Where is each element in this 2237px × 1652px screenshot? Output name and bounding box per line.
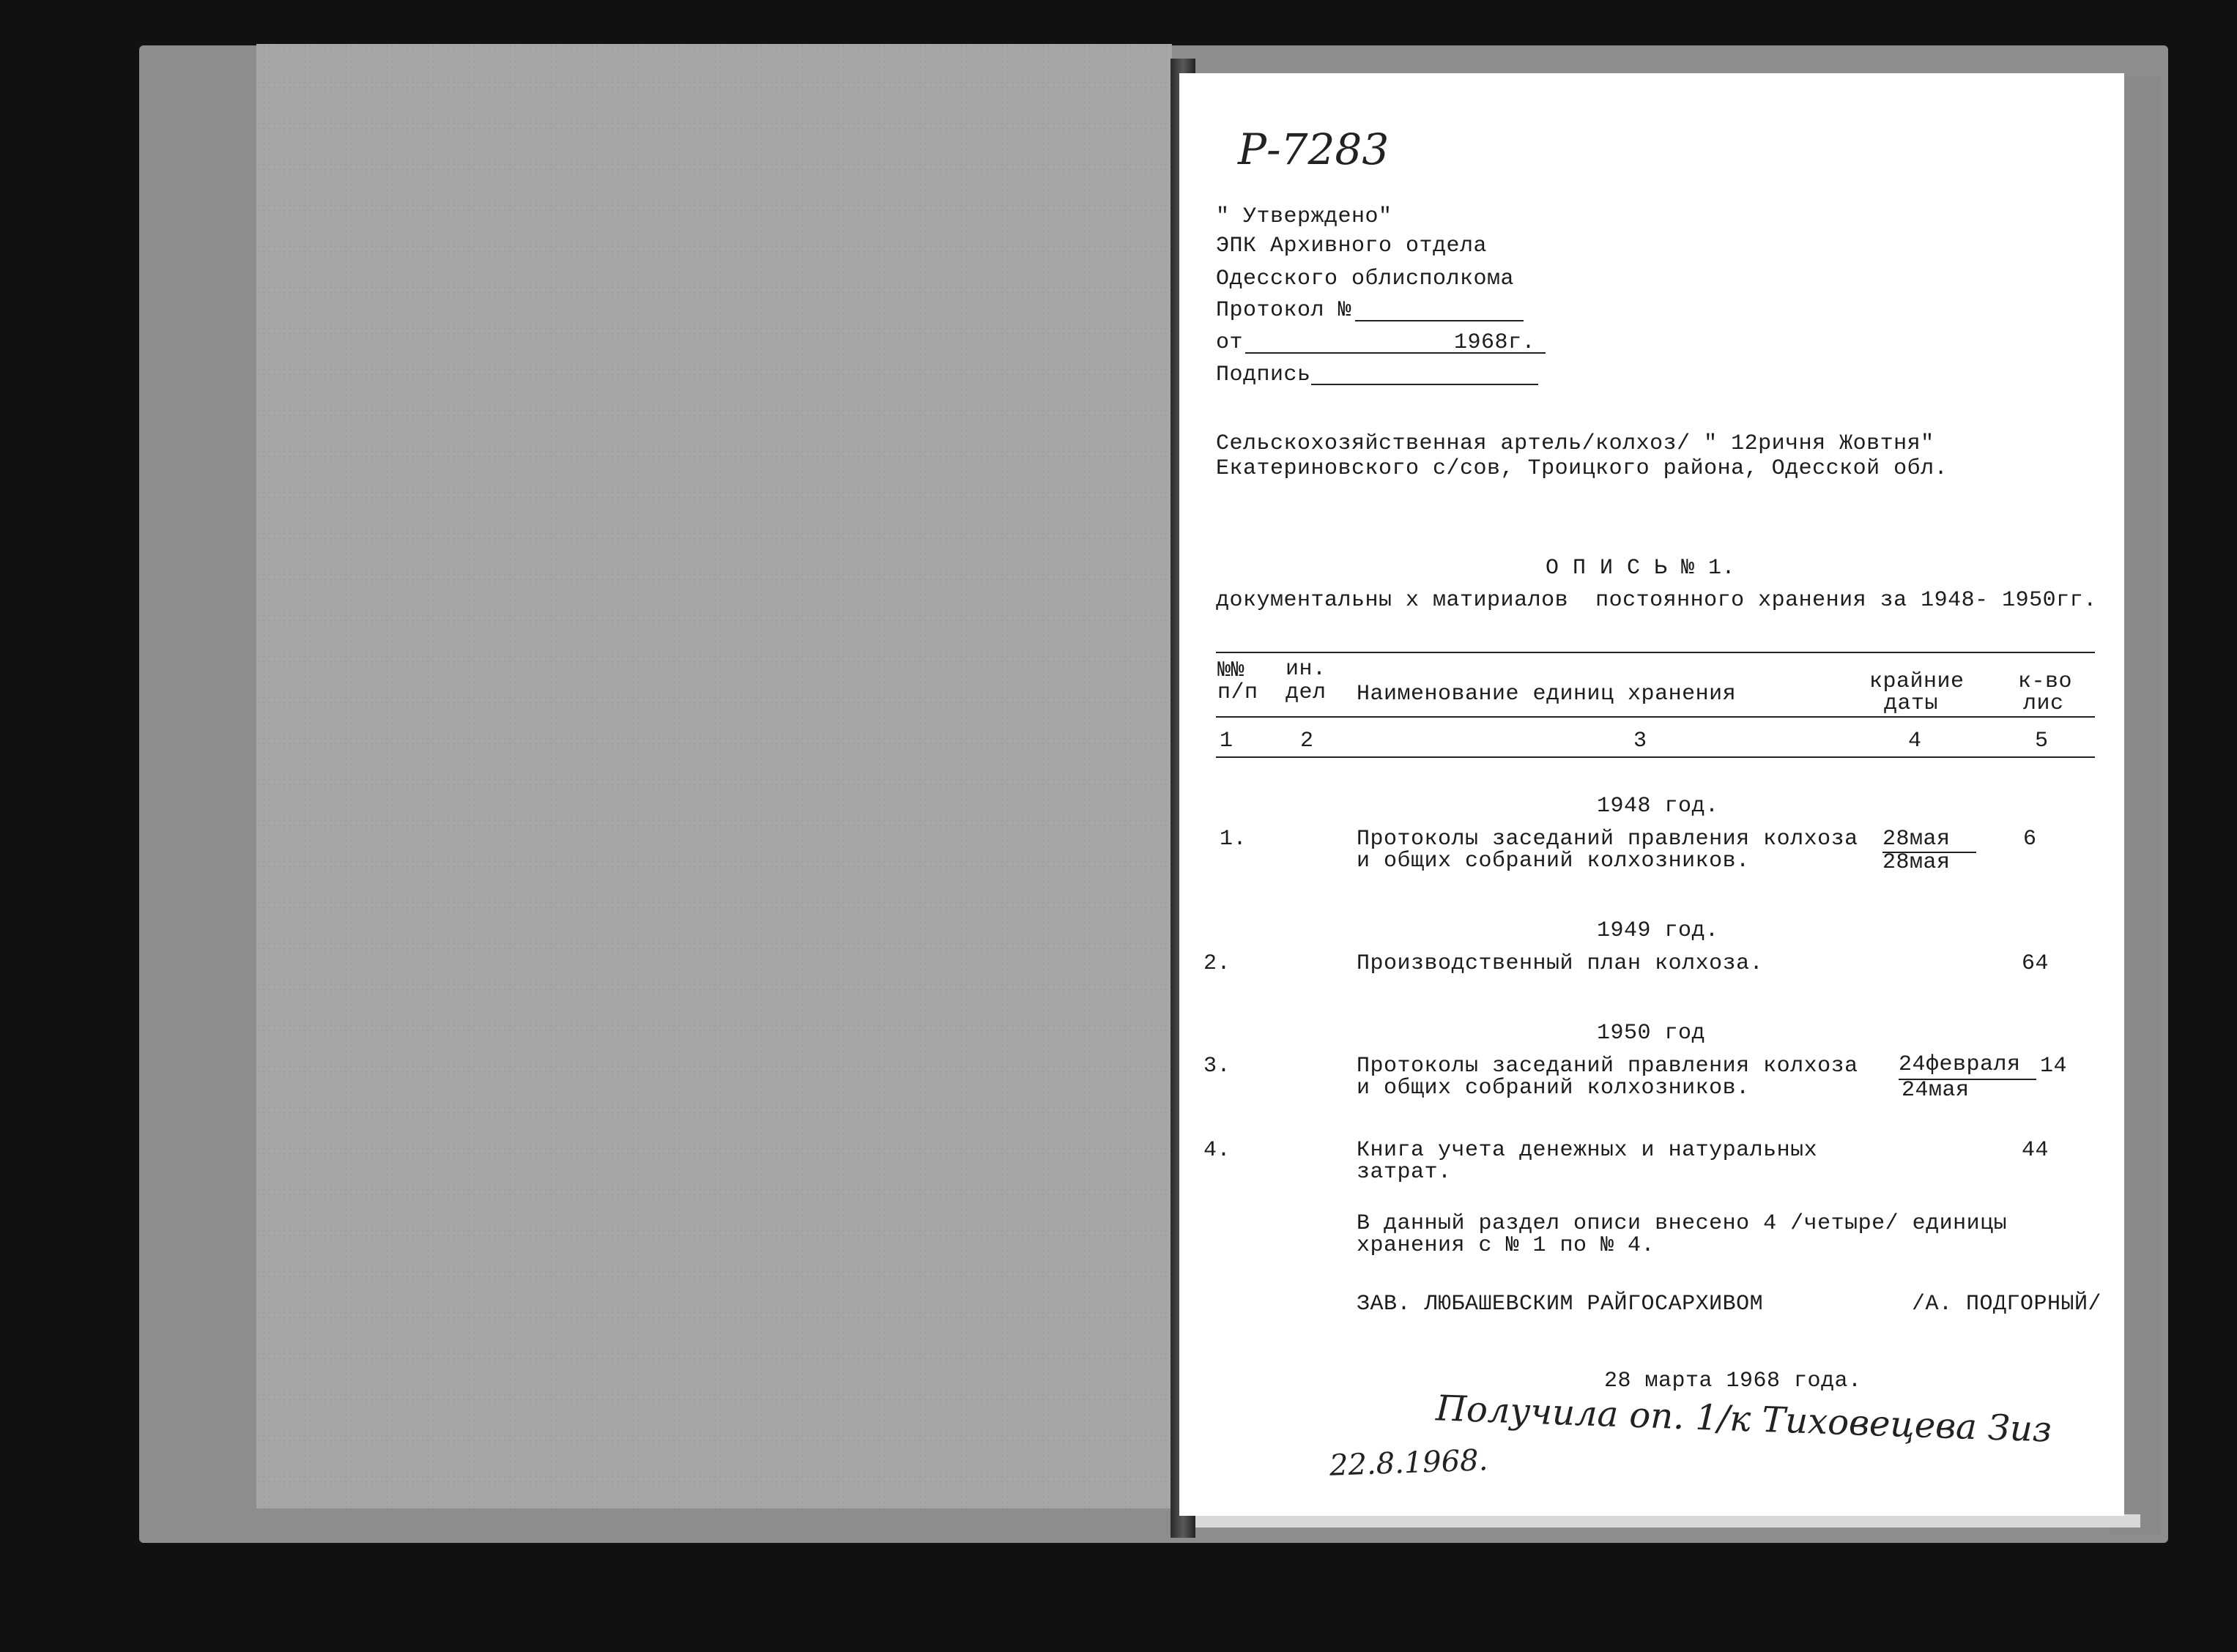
- signature-blank: [1311, 384, 1538, 385]
- row-1-number: 1.: [1220, 827, 1247, 852]
- header-col5-line1: к-во: [2018, 669, 2073, 694]
- row-3-number: 3.: [1203, 1054, 1231, 1079]
- protocol-blank: [1355, 320, 1524, 321]
- approval-title: " Утверждено": [1216, 204, 1392, 229]
- row-4-title-line1: Книга учета денежных и натуральных: [1357, 1138, 1818, 1163]
- row-2-sheet-count: 64: [2022, 951, 2049, 976]
- date-blank: [1245, 352, 1546, 354]
- column-numbers-rule: [1216, 756, 2095, 758]
- column-number-4: 4: [1908, 729, 1922, 754]
- row-1-date-end: 28мая: [1882, 850, 1951, 875]
- header-col4-line2: даты: [1884, 691, 1939, 716]
- date-year: 1968г.: [1454, 330, 1536, 355]
- row-4-title-line2: затрат.: [1357, 1160, 1452, 1185]
- organization-line1: Сельскохозяйственная артель/колхоз/ " 12ричня Жовтня": [1216, 431, 1934, 456]
- approval-line2: Одесского облисполкома: [1216, 267, 1515, 291]
- inventory-title: О П И С Ь № 1.: [1546, 556, 1736, 581]
- organization-line2: Екатериновского с/сов, Троицкого района, Одесской обл.: [1216, 456, 1948, 481]
- archive-code: Р-7283: [1238, 124, 1390, 174]
- year-heading-1950: 1950 год: [1597, 1021, 1706, 1046]
- left-blank-page: [256, 44, 1172, 1508]
- protocol-label: Протокол №: [1216, 298, 1352, 323]
- signature-position: ЗАВ. ЛЮБАШЕВСКИМ РАЙГОСАРХИВОМ: [1357, 1292, 1764, 1317]
- row-1-title-line1: Протоколы заседаний правления колхоза: [1357, 827, 1858, 852]
- row-1-sheet-count: 6: [2023, 827, 2037, 852]
- handwritten-date: 22.8.1968.: [1329, 1443, 1489, 1483]
- summary-line2: хранения с № 1 по № 4.: [1357, 1233, 1655, 1258]
- approval-line1: ЭПК Архивного отдела: [1216, 234, 1488, 258]
- signature-name: /А. ПОДГОРНЫЙ/: [1912, 1292, 2102, 1317]
- date-label: от: [1216, 330, 1244, 355]
- row-2-number: 2.: [1203, 951, 1231, 976]
- header-col4-line1: крайние: [1869, 669, 1965, 694]
- row-1-title-line2: и общих собраний колхозников.: [1357, 849, 1750, 874]
- column-number-2: 2: [1300, 729, 1314, 754]
- row-1-date-start: 28мая: [1882, 827, 1951, 852]
- column-number-1: 1: [1220, 729, 1233, 754]
- year-heading-1949: 1949 год.: [1597, 918, 1719, 943]
- column-number-5: 5: [2035, 729, 2049, 754]
- row-4-sheet-count: 44: [2022, 1138, 2049, 1163]
- table-top-rule: [1216, 652, 2095, 653]
- header-col3: Наименование единиц хранения: [1357, 682, 1737, 707]
- signature-label: Подпись: [1216, 362, 1311, 387]
- header-col1-line1: №№: [1217, 658, 1245, 683]
- page-bottom-edge: [1195, 1514, 2140, 1528]
- handwritten-receipt-note: Получила оп. 1/к Тиховецева Зиз: [1435, 1388, 2053, 1451]
- column-number-3: 3: [1633, 729, 1647, 754]
- row-2-title-line1: Производственный план колхоза.: [1357, 951, 1764, 976]
- header-col2-line2: дел: [1286, 680, 1327, 705]
- summary-line1: В данный раздел описи внесено 4 /четыре/ единицы: [1357, 1211, 2008, 1236]
- inventory-subtitle: документальны х матириалов постоянного хранения за 1948- 1950гг.: [1216, 588, 2097, 613]
- row-3-title-line2: и общих собраний колхозников.: [1357, 1076, 1750, 1101]
- header-bottom-rule: [1216, 716, 2095, 718]
- header-col5-line2: лис: [2023, 691, 2064, 716]
- row-3-date-start: 24февраля: [1899, 1052, 2021, 1077]
- signature-date: 28 марта 1968 года.: [1604, 1369, 1862, 1394]
- header-col2-line1: ин.: [1286, 657, 1327, 682]
- header-col1-line2: п/п: [1217, 680, 1258, 705]
- row-3-date-end: 24мая: [1902, 1078, 1970, 1103]
- row-3-sheet-count: 14: [2040, 1054, 2068, 1079]
- row-4-number: 4.: [1203, 1138, 1231, 1163]
- year-heading-1948: 1948 год.: [1597, 794, 1719, 819]
- row-3-title-line1: Протоколы заседаний правления колхоза: [1357, 1054, 1858, 1079]
